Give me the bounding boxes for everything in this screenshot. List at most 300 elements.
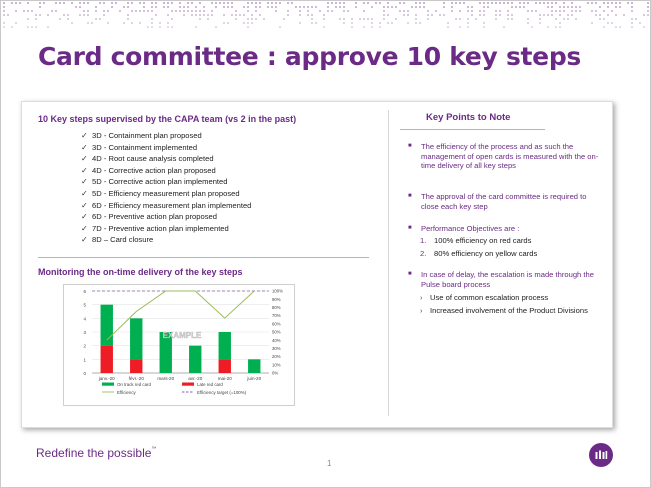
pattern-dot	[131, 2, 133, 4]
pattern-dot	[495, 10, 497, 12]
pattern-dot	[407, 14, 409, 16]
pattern-dot	[571, 6, 573, 8]
list-item: ✓ 6D - Preventive action plan proposed	[81, 212, 217, 222]
pattern-dot	[51, 10, 53, 12]
chevron-right-icon: ›	[420, 306, 423, 315]
pattern-dot	[567, 18, 569, 20]
pattern-dot	[251, 18, 253, 20]
pattern-dot	[403, 10, 405, 12]
pattern-dot	[11, 2, 13, 4]
pattern-dot	[607, 22, 609, 24]
pattern-dot	[27, 10, 29, 12]
pattern-dot	[615, 14, 617, 16]
y2-tick-label: 50%	[272, 329, 281, 335]
pattern-dot	[279, 2, 281, 4]
pattern-dot	[471, 14, 473, 16]
pattern-dot	[195, 10, 197, 12]
pattern-dot	[211, 14, 213, 16]
pattern-dot	[183, 6, 185, 8]
pattern-dot	[451, 6, 453, 8]
pattern-dot	[459, 2, 461, 4]
pattern-dot	[299, 10, 301, 12]
checkmark-icon: ✓	[81, 131, 88, 140]
pattern-dot	[595, 2, 597, 4]
pattern-dot	[223, 22, 225, 24]
pattern-dot	[395, 18, 397, 20]
y-tick-label: 5	[83, 302, 86, 308]
pattern-dot	[315, 22, 317, 24]
pattern-dot	[615, 2, 617, 4]
pattern-dot	[383, 10, 385, 12]
pattern-dot	[539, 14, 541, 16]
pattern-dot	[283, 18, 285, 20]
legend-swatch	[102, 383, 114, 386]
bar-on-track-red-card	[130, 318, 142, 359]
pattern-dot	[255, 10, 257, 12]
pattern-dot	[143, 10, 145, 12]
checkmark-icon: ✓	[81, 188, 88, 198]
pattern-dot	[423, 6, 425, 8]
x-tick-label: févr.-20	[128, 376, 144, 381]
list-item: ✓ 4D - Root cause analysis completed	[81, 154, 214, 164]
pattern-dot	[159, 26, 161, 28]
pattern-dot	[427, 14, 429, 16]
pattern-dot	[435, 10, 437, 12]
pattern-dot	[519, 2, 521, 4]
pattern-dot	[555, 2, 557, 4]
bar-on-track-red-card	[219, 332, 231, 359]
pattern-dot	[631, 2, 633, 4]
pattern-dot	[551, 6, 553, 8]
pattern-dot	[383, 6, 385, 8]
pattern-dot	[303, 6, 305, 8]
pattern-dot	[571, 10, 573, 12]
pattern-dot	[419, 6, 421, 8]
pattern-dot	[331, 10, 333, 12]
objective-item: 1. 100% efficiency on red cards	[420, 236, 532, 245]
pattern-dot	[235, 14, 237, 16]
pattern-dot	[3, 22, 5, 24]
list-item: ✓ 3D - Containment plan proposed	[81, 131, 202, 140]
vertical-divider	[388, 110, 389, 416]
pattern-dot	[387, 2, 389, 4]
pattern-dot	[47, 26, 49, 28]
pattern-dot	[203, 6, 205, 8]
pattern-dot	[631, 26, 633, 28]
pattern-dot	[367, 2, 369, 4]
pattern-dot	[107, 10, 109, 12]
pattern-dot	[343, 6, 345, 8]
pattern-dot	[611, 22, 613, 24]
pattern-dot	[135, 10, 137, 12]
pattern-dot	[35, 18, 37, 20]
pattern-dot	[415, 18, 417, 20]
pattern-dot	[315, 6, 317, 8]
pattern-dot	[575, 6, 577, 8]
pattern-dot	[167, 26, 169, 28]
pattern-dot	[363, 2, 365, 4]
pattern-dot	[387, 6, 389, 8]
pattern-dot	[363, 26, 365, 28]
pattern-dot	[507, 14, 509, 16]
pattern-dot	[103, 2, 105, 4]
pattern-dot	[255, 18, 257, 20]
pattern-dot	[123, 22, 125, 24]
pattern-dot	[271, 2, 273, 4]
pattern-dot	[335, 6, 337, 8]
pattern-dot	[571, 14, 573, 16]
pattern-dot	[67, 14, 69, 16]
y2-tick-label: 80%	[272, 305, 281, 310]
pattern-dot	[455, 18, 457, 20]
pattern-dot	[127, 18, 129, 20]
pattern-dot	[623, 14, 625, 16]
square-bullet-icon: ■	[408, 193, 412, 199]
pattern-dot	[155, 14, 157, 16]
pattern-dot	[603, 2, 605, 4]
pattern-dot	[355, 6, 357, 8]
pattern-dot	[191, 2, 193, 4]
pattern-dot	[35, 26, 37, 28]
pattern-dot	[115, 2, 117, 4]
pattern-dot	[131, 22, 133, 24]
pattern-dot	[95, 10, 97, 12]
pattern-dot	[107, 22, 109, 24]
pattern-dot	[87, 14, 89, 16]
pattern-dot	[207, 14, 209, 16]
list-item: ✓ 7D - Preventive action plan implemented	[81, 223, 229, 233]
pattern-dot	[291, 2, 293, 4]
pattern-dot	[223, 6, 225, 8]
pattern-dot	[407, 10, 409, 12]
pattern-dot	[103, 14, 105, 16]
pattern-dot	[587, 2, 589, 4]
square-bullet-icon: ■	[408, 225, 412, 231]
y-tick-label: 2	[83, 343, 86, 349]
pattern-dot	[427, 10, 429, 12]
x-tick-label: avr.-20	[188, 376, 203, 381]
pattern-dot	[339, 6, 341, 8]
pattern-dot	[403, 14, 405, 16]
pattern-dot	[147, 26, 149, 28]
pattern-dot	[139, 22, 141, 24]
pattern-dot	[179, 6, 181, 8]
pattern-dot	[191, 14, 193, 16]
pattern-dot	[351, 26, 353, 28]
pattern-dot	[167, 14, 169, 16]
pattern-dot	[219, 2, 221, 4]
pattern-dot	[87, 10, 89, 12]
pattern-dot	[483, 2, 485, 4]
pattern-dot	[131, 10, 133, 12]
pattern-dot	[379, 22, 381, 24]
pattern-dot	[267, 2, 269, 4]
pattern-dot	[15, 22, 17, 24]
pattern-dot	[239, 14, 241, 16]
escalation-item: › Increased involvement of the Product Divisions	[420, 306, 588, 315]
pattern-dot	[183, 14, 185, 16]
pattern-dot	[527, 2, 529, 4]
pattern-dot	[79, 2, 81, 4]
pattern-dot	[79, 14, 81, 16]
pattern-dot	[235, 18, 237, 20]
pattern-dot	[151, 10, 153, 12]
pattern-dot	[231, 14, 233, 16]
pattern-dot	[215, 6, 217, 8]
pattern-dot	[371, 6, 373, 8]
y2-tick-label: 100%	[272, 288, 283, 294]
pattern-dot	[359, 18, 361, 20]
pattern-dot	[515, 6, 517, 8]
pattern-dot	[555, 10, 557, 12]
pattern-dot	[227, 22, 229, 24]
pattern-dot	[323, 18, 325, 20]
legend-label: Late red card	[197, 381, 223, 387]
pattern-dot	[11, 26, 13, 28]
pattern-dot	[483, 14, 485, 16]
pattern-dot	[507, 10, 509, 12]
y-tick-label: 3	[83, 330, 86, 335]
list-item: ✓ 3D - Containment implemented	[81, 142, 198, 152]
pattern-dot	[535, 10, 537, 12]
pattern-dot	[7, 14, 9, 16]
pattern-dot	[579, 6, 581, 8]
pattern-dot	[507, 2, 509, 4]
pattern-dot	[543, 2, 545, 4]
pattern-dot	[319, 10, 321, 12]
pattern-dot	[523, 2, 525, 4]
pattern-dot	[415, 22, 417, 24]
pattern-dot	[363, 18, 365, 20]
pattern-dot	[299, 14, 301, 16]
pattern-dot	[367, 18, 369, 20]
pattern-dot	[247, 18, 249, 20]
pattern-dot	[351, 22, 353, 24]
pattern-dot	[275, 10, 277, 12]
pattern-dot	[39, 14, 41, 16]
pattern-dot	[191, 10, 193, 12]
pattern-dot	[511, 14, 513, 16]
pattern-dot	[259, 14, 261, 16]
pattern-dot	[19, 2, 21, 4]
key-steps-heading: 10 Key steps supervised by the CAPA team (vs 2 in the past)	[38, 114, 297, 124]
pattern-dot	[223, 14, 225, 16]
pattern-dot	[203, 14, 205, 16]
monitoring-heading: Monitoring the on-time delivery of the key steps	[38, 267, 243, 277]
legend-swatch	[182, 383, 194, 386]
pattern-dot	[547, 6, 549, 8]
pattern-dot	[311, 14, 313, 16]
pattern-dot	[347, 10, 349, 12]
pattern-dot	[183, 10, 185, 12]
y2-tick-label: 10%	[272, 362, 281, 368]
pattern-dot	[495, 2, 497, 4]
pattern-dot	[647, 14, 649, 16]
pattern-dot	[31, 10, 33, 12]
pattern-dot	[267, 6, 269, 8]
pattern-dot	[251, 22, 253, 24]
header-dot-pattern	[0, 0, 651, 32]
pattern-dot	[563, 10, 565, 12]
pattern-dot	[563, 2, 565, 4]
pattern-dot	[295, 6, 297, 8]
pattern-dot	[547, 14, 549, 16]
pattern-dot	[519, 6, 521, 8]
page-number: 1	[327, 459, 332, 468]
pattern-dot	[447, 26, 449, 28]
pattern-dot	[551, 10, 553, 12]
pattern-dot	[339, 2, 341, 4]
pattern-dot	[471, 10, 473, 12]
pattern-dot	[603, 18, 605, 20]
pattern-dot	[87, 22, 89, 24]
y-tick-label: 6	[83, 289, 86, 294]
divider	[400, 129, 545, 130]
pattern-dot	[415, 14, 417, 16]
pattern-dot	[387, 22, 389, 24]
pattern-dot	[83, 2, 85, 4]
pattern-dot	[251, 2, 253, 4]
pattern-dot	[235, 10, 237, 12]
pattern-dot	[3, 10, 5, 12]
y2-tick-label: 40%	[272, 337, 281, 343]
pattern-dot	[591, 2, 593, 4]
pattern-dot	[559, 14, 561, 16]
pattern-dot	[247, 22, 249, 24]
pattern-dot	[307, 14, 309, 16]
list-item: ✓ 5D - Corrective action plan implemented	[81, 177, 228, 187]
pattern-dot	[171, 2, 173, 4]
pattern-dot	[327, 2, 329, 4]
pattern-dot	[387, 14, 389, 16]
pattern-dot	[247, 2, 249, 4]
pattern-dot	[3, 26, 5, 28]
pattern-dot	[247, 26, 249, 28]
escalation-item: › Use of common escalation process	[420, 293, 549, 302]
pattern-dot	[171, 10, 173, 12]
x-tick-label: mai-20	[217, 376, 232, 381]
pattern-dot	[327, 6, 329, 8]
pattern-dot	[171, 26, 173, 28]
pattern-dot	[607, 14, 609, 16]
pattern-dot	[71, 2, 73, 4]
pattern-dot	[567, 14, 569, 16]
pattern-dot	[47, 14, 49, 16]
pattern-dot	[379, 2, 381, 4]
checkmark-icon: ✓	[81, 223, 88, 233]
pattern-dot	[343, 18, 345, 20]
pattern-dot	[603, 10, 605, 12]
pattern-dot	[263, 18, 265, 20]
pattern-dot	[467, 22, 469, 24]
legend-label: On track red card	[117, 381, 151, 387]
pattern-dot	[195, 6, 197, 8]
pattern-dot	[487, 2, 489, 4]
pattern-dot	[343, 22, 345, 24]
pattern-dot	[71, 22, 73, 24]
y-tick-label: 0	[83, 371, 86, 376]
pattern-dot	[555, 26, 557, 28]
pattern-dot	[143, 2, 145, 4]
logo-mark-icon	[589, 443, 613, 467]
y2-tick-label: 20%	[272, 354, 281, 360]
pattern-dot	[179, 2, 181, 4]
pattern-dot	[471, 6, 473, 8]
pattern-dot	[87, 2, 89, 4]
pattern-dot	[399, 10, 401, 12]
pattern-dot	[631, 10, 633, 12]
pattern-dot	[251, 14, 253, 16]
pattern-dot	[643, 26, 645, 28]
pattern-dot	[511, 18, 513, 20]
pattern-dot	[539, 2, 541, 4]
pattern-dot	[199, 18, 201, 20]
pattern-dot	[511, 6, 513, 8]
pattern-dot	[603, 26, 605, 28]
pattern-dot	[595, 14, 597, 16]
pattern-dot	[423, 2, 425, 4]
pattern-dot	[63, 2, 65, 4]
pattern-dot	[483, 22, 485, 24]
checkmark-icon: ✓	[81, 235, 88, 245]
pattern-dot	[379, 26, 381, 28]
pattern-dot	[231, 2, 233, 4]
pattern-dot	[139, 2, 141, 4]
pattern-dot	[255, 2, 257, 4]
y2-tick-label: 70%	[272, 313, 281, 319]
pattern-dot	[431, 14, 433, 16]
tagline: Redefine the possible™	[36, 446, 157, 460]
pattern-dot	[311, 6, 313, 8]
checkmark-icon: ✓	[81, 154, 88, 164]
pattern-dot	[647, 10, 649, 12]
pattern-dot	[339, 18, 341, 20]
pattern-dot	[411, 6, 413, 8]
pattern-dot	[343, 10, 345, 12]
pattern-dot	[527, 22, 529, 24]
pattern-dot	[395, 6, 397, 8]
y2-tick-label: 30%	[272, 346, 281, 351]
pattern-dot	[27, 26, 29, 28]
pattern-dot	[259, 2, 261, 4]
x-tick-label: janv.-20	[98, 376, 115, 381]
pattern-dot	[647, 2, 649, 4]
pattern-dot	[483, 6, 485, 8]
pattern-dot	[443, 14, 445, 16]
bar-late-red-card	[101, 346, 113, 373]
pattern-dot	[383, 18, 385, 20]
pattern-dot	[311, 18, 313, 20]
pattern-dot	[631, 6, 633, 8]
pattern-dot	[231, 6, 233, 8]
pattern-dot	[499, 14, 501, 16]
pattern-dot	[427, 18, 429, 20]
pattern-dot	[535, 2, 537, 4]
pattern-dot	[551, 2, 553, 4]
divider	[38, 257, 369, 258]
pattern-dot	[139, 10, 141, 12]
pattern-dot	[127, 2, 129, 4]
pattern-dot	[575, 10, 577, 12]
pattern-dot	[355, 2, 357, 4]
pattern-dot	[483, 10, 485, 12]
pattern-dot	[627, 2, 629, 4]
pattern-dot	[211, 2, 213, 4]
pattern-dot	[607, 2, 609, 4]
y-tick-label: 4	[83, 316, 86, 322]
pattern-dot	[399, 2, 401, 4]
pattern-dot	[507, 18, 509, 20]
